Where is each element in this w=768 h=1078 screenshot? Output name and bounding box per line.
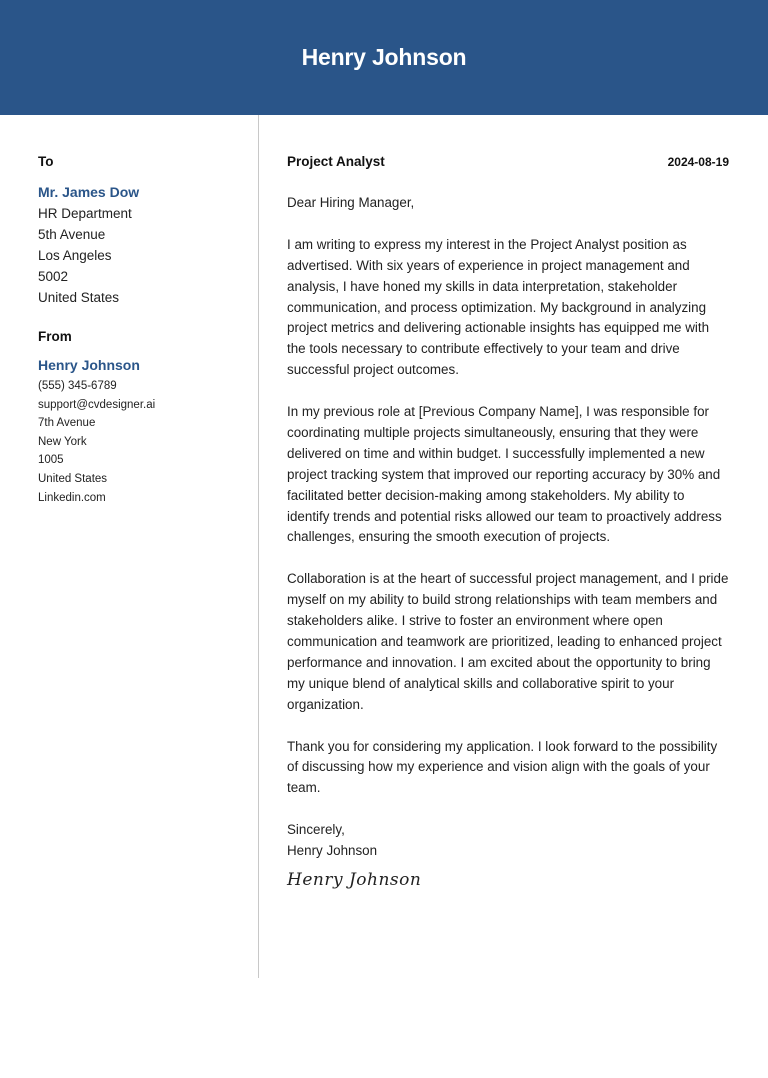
recipient-department: HR Department xyxy=(38,206,132,221)
page-header xyxy=(0,0,768,115)
sender-name: Henry Johnson xyxy=(38,357,140,373)
closing-phrase: Sincerely, xyxy=(287,822,345,838)
recipient-street: 5th Avenue xyxy=(38,227,106,242)
sender-city: New York xyxy=(38,435,87,448)
column-divider xyxy=(258,115,259,978)
sender-linkedin: Linkedin.com xyxy=(38,491,106,504)
position-title: Project Analyst xyxy=(287,154,385,169)
contact-sidebar xyxy=(38,152,243,507)
handwritten-signature: Henry Johnson xyxy=(287,869,422,890)
letter-body xyxy=(287,152,729,890)
closing-name: Henry Johnson xyxy=(287,843,378,859)
paragraph-2: In my previous role at [Previous Company Name], I was responsible for coordinating multiple projects simultaneously, ensuring that they were delivered on time and within budget. I successfully implemented a new project tracking system that improved our reporting accuracy by 30% and facilitated better decision-making among stakeholders. My ability to identify trends and potential risks allowed our team to proactively address challenges, ensuring the smooth execution of projects. xyxy=(287,404,722,545)
recipient-heading: To xyxy=(38,154,54,169)
sender-heading: From xyxy=(38,329,72,344)
recipient-country: United States xyxy=(38,290,120,305)
recipient-postcode: 5002 xyxy=(38,269,69,284)
sender-block xyxy=(38,327,243,507)
paragraph-3: Collaboration is at the heart of successful project management, and I pride myself on my ability to build strong relationships with team members and stakeholders alike. I strive to foster an environment where open communication and teamwork are prioritized, leading to enhanced project performance and innovation. I am excited about the opportunity to bring my unique blend of analytical skills and collaborative spirit to your organization. xyxy=(287,571,729,712)
paragraph-4: Thank you for considering my application. I look forward to the possibility of discussing how my experience and vision align with the goals of your team. xyxy=(287,738,718,796)
sender-postcode: 1005 xyxy=(38,454,64,467)
sender-street: 7th Avenue xyxy=(38,417,96,430)
recipient-name: Mr. James Dow xyxy=(38,184,140,200)
recipient-block xyxy=(38,152,243,308)
sender-phone: (555) 345-6789 xyxy=(38,380,117,392)
sender-country: United States xyxy=(38,472,108,485)
recipient-city: Los Angeles xyxy=(38,248,112,263)
salutation: Dear Hiring Manager, xyxy=(287,195,415,210)
sender-email: support@cvdesigner.ai xyxy=(38,398,156,411)
paragraph-1: I am writing to express my interest in the Project Analyst position as advertised. With six years of experience in project management and analysis, I have honed my skills in data interpretation, stakeholder communication, and process optimization. My background in analyzing project metrics and delivering actionable insights has equipped me with the tools necessary to contribute effectively to your team and drive successful project outcomes. xyxy=(287,236,710,378)
applicant-name: Henry Johnson xyxy=(301,44,467,70)
letter-date: 2024-08-19 xyxy=(667,155,729,169)
letter-meta xyxy=(287,152,729,172)
